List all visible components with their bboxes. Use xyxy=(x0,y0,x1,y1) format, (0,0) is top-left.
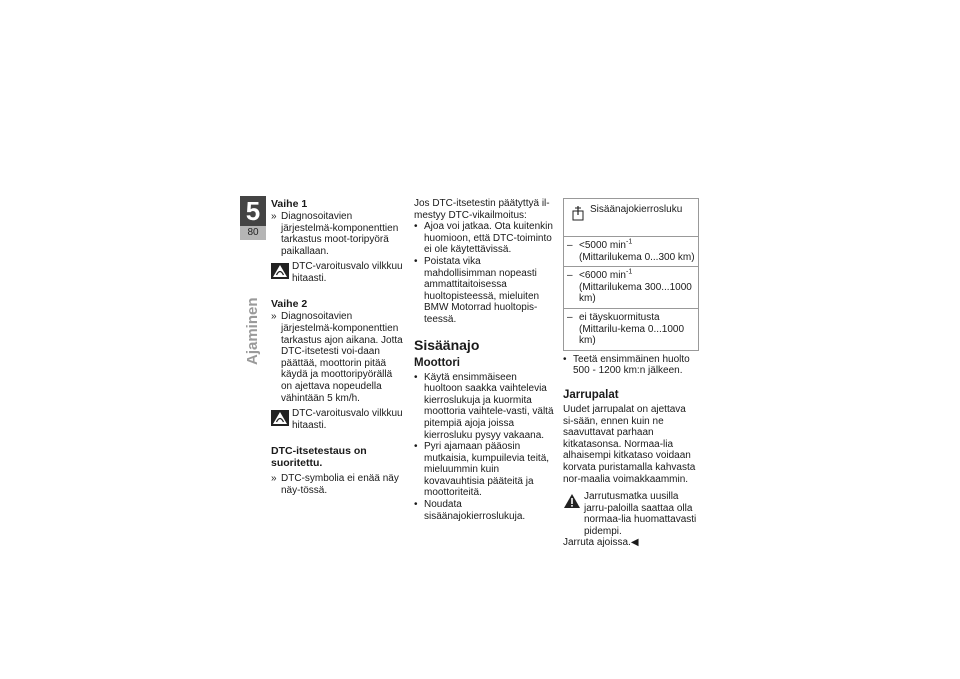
bullet-marker: • xyxy=(414,255,418,267)
list-item-text: Noudata sisäänajokierroslukuja. xyxy=(424,499,526,522)
done-item xyxy=(271,473,405,496)
step2-warning xyxy=(271,408,405,432)
sub-title: Moottori xyxy=(414,356,460,369)
bullet-marker: • xyxy=(414,441,418,453)
dash-marker: – xyxy=(567,270,573,282)
chapter-number: 5 xyxy=(240,196,266,226)
chapter-side-label: Ajaminen xyxy=(244,297,261,365)
list-item xyxy=(414,221,554,256)
step2-warning-text: DTC-varoitusvalo vilkkuu hitaasti. xyxy=(292,408,403,431)
list-item-text: Pyri ajamaan pääosin mutkaisia, kumpuilevia teitä, mieluummin kuin kovavauhtisia pääteitä ja moottoriteitä. xyxy=(424,441,550,499)
list-item xyxy=(414,499,554,522)
dtc-warning-icon xyxy=(271,263,289,279)
intro-text: Jos DTC-itsetestin päätyttyä il-mestyy DTC-vikailmoitus: xyxy=(414,198,550,221)
table-header-label: Sisäänajokierrosluku xyxy=(590,204,683,215)
list-item xyxy=(414,441,554,499)
list-item-text: Ajoa voi jatkaa. Ota kuitenkin huomioon, että DTC-toiminto ei ole käytettävissä. xyxy=(424,221,553,256)
arrow-marker: » xyxy=(271,473,277,485)
page-number: 80 xyxy=(240,226,266,240)
step1-title: Vaihe 1 xyxy=(271,198,308,210)
rev-counter-icon xyxy=(572,205,584,221)
break-in-table xyxy=(563,198,699,351)
row-text: ei täyskuormitusta (Mittarilu-kema 0...1000 km) xyxy=(579,311,685,347)
row-text-post: (Mittarilukema 300...1000 km) xyxy=(579,281,692,305)
step1-warning-text: DTC-varoitusvalo vilkkuu hitaasti. xyxy=(292,261,403,284)
bullet-marker: • xyxy=(414,371,418,383)
dash-marker: – xyxy=(567,240,573,251)
column-1 xyxy=(271,198,405,496)
row-text: <5000 min xyxy=(579,240,626,251)
warning-triangle-icon xyxy=(563,493,581,509)
step1-item xyxy=(271,211,405,257)
bullet-marker: • xyxy=(563,353,567,365)
column-3 xyxy=(563,198,698,549)
table-header xyxy=(564,199,698,237)
dash-marker: – xyxy=(567,311,573,323)
step2-text: Diagnosoitavien järjestelmä-komponenttien tarkastus ajon aikana. Jotta DTC-itsetesti voi-daan päättää, moottorin pitää käydä ja moottoripyörällä on ajettava nopeudella vähintään 5 km/h. xyxy=(281,311,403,404)
list-item-text: Käytä ensimmäiseen huoltoon saakka vaihtelevia kierroslukuja ja kuormita moottoria vaihtele-vasti, vältä pitempiä ajoja joissa kierrosluku pysyy vakaana. xyxy=(424,371,554,441)
list-item xyxy=(563,354,698,377)
dtc-warning-icon xyxy=(271,410,289,426)
table-row xyxy=(564,267,698,309)
row-sup: -1 xyxy=(625,238,633,246)
step2-title: Vaihe 2 xyxy=(271,298,308,311)
row-text: <6000 min xyxy=(579,270,626,282)
table-row xyxy=(564,237,698,267)
end-marker: ◀ xyxy=(630,537,639,549)
row-sup: -1 xyxy=(625,268,633,276)
row-text-post: (Mittarilukema 0...300 km) xyxy=(579,251,695,263)
bullet-marker: • xyxy=(414,499,418,511)
list-item-text: Poistata vika mahdollisimman nopeasti ammattitaitoisessa huoltopisteessä, mieluiten BMW Motorrad huoltopis-teessä. xyxy=(424,255,540,325)
brakes-warning xyxy=(563,491,698,537)
arrow-marker: » xyxy=(271,211,277,222)
step1-text: Diagnosoitavien järjestelmä-komponenttien tarkastus moot-toripyörä paikallaan. xyxy=(281,211,399,257)
column-2 xyxy=(414,198,554,522)
brakes-title: Jarrupalat xyxy=(563,388,619,401)
step1-warning xyxy=(271,261,405,285)
arrow-marker: » xyxy=(271,311,277,323)
brakes-end xyxy=(563,537,698,549)
brakes-text: Uudet jarrupalat on ajettava si-sään, ennen kuin ne saavuttavat parhaan kitkatasonsa. Normaa-lia alhaisempi kitkataso voidaan korvata puristamalla kahvasta nor-maalia voimakkaammin. xyxy=(563,403,696,485)
list-item xyxy=(414,372,554,442)
step2-item xyxy=(271,311,405,404)
section-title: Sisäänajo xyxy=(414,336,480,353)
brakes-end-text: Jarruta ajoissa. xyxy=(563,537,631,549)
table-row xyxy=(564,309,698,350)
list-item-text: Teetä ensimmäinen huolto 500 - 1200 km:n jälkeen. xyxy=(573,353,690,377)
list-item xyxy=(414,256,554,326)
done-text: DTC-symbolia ei enää näy näy-tössä. xyxy=(281,473,399,496)
bullet-marker: • xyxy=(414,221,418,233)
done-title: DTC-itsetestaus on suoritettu. xyxy=(271,445,367,470)
brakes-warning-text: Jarrutusmatka uusilla jarru-paloilla saattaa olla normaa-lia huomattavasti pidempi. xyxy=(584,491,697,537)
